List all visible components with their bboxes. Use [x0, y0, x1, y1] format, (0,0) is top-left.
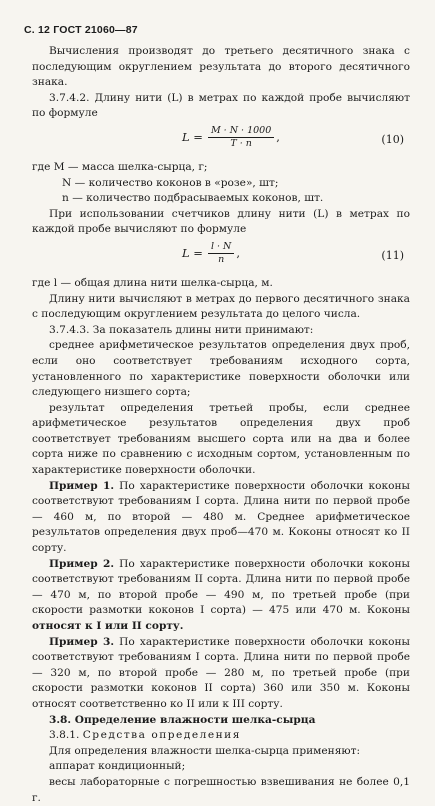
example-3 [32, 635, 410, 713]
formula-10 [32, 124, 410, 158]
formula-10-lhs: L = [182, 129, 203, 144]
formula-11-number: (11) [381, 248, 404, 262]
paragraph-3-7-4-2: 3.7.4.2. Длину нити (L) в метрах по каждой пробе вычисляют по формуле [32, 91, 410, 120]
formula-10-denominator: T · n [230, 137, 252, 149]
legend-11-length: где l — общая длина нити шелка-сырца, м. [32, 276, 273, 289]
formula-11-comma: , [236, 245, 241, 260]
formula-10-numerator: M · N · 1000 [208, 125, 274, 138]
paragraph-3-7-4-3: 3.7.4.3. За показатель длины нити принимают: [49, 323, 314, 336]
formula-11-denominator: n [218, 253, 225, 265]
section-3-8-1-title: Средства определения [82, 729, 241, 742]
paragraph-counters: При использовании счетчиков длину нити (L) в метрах по каждой пробе вычисляют по формуле [32, 207, 410, 236]
example-2-conclusion: относят к I или II сорту. [32, 620, 184, 632]
paragraph-calc-precision: Вычисления производят до третьего десятичного знака с последующим округлением результата до второго десятичного знака. [32, 45, 410, 89]
formula-10-comma: , [276, 129, 280, 144]
formula-10-number: (10) [381, 132, 404, 146]
example-3-text: По характеристике поверхности оболочки коконы соответствуют требованиям I сорта. Длина нити по первой пробе — 320 м, по второй пробе — 280 м, по третьей пробе (при скорости размотки коконов II сорта) 360 или 350 м. Коконы относят соответственно ко II или к III сорту. [32, 635, 410, 710]
list-item-laboratory-scales: весы лабораторные с погрешностью взвешивания не более 0,1 г. [32, 775, 410, 804]
legend-10-mass: где M — масса шелка-сырца, г; [32, 160, 208, 173]
paragraph-mean-two: среднее арифметическое результатов определения двух проб, если оно соответствует требованиям исходного сорта, установленного по характеристике поверхности оболочки или следующего низшего сорта; [32, 339, 410, 399]
example-2-label: Пример 2. [49, 557, 115, 570]
example-1-label: Пример 1. [49, 479, 115, 492]
legend-10-cocoons-rose: N — количество коконов в «розе», шт; [62, 176, 279, 189]
section-3-8-1-number: 3.8.1. [49, 729, 83, 742]
example-1-text: По характеристике поверхности оболочки коконы соответствуют требованиям I сорта. Длина нити по первой пробе — 460 м, по второй — 480 м. Среднее арифметическое результатов определения двух проб—470 м. Коконы относят ко II сорту. [32, 479, 410, 555]
example-3-label: Пример 3. [49, 635, 115, 648]
section-3-8-heading: 3.8. Определение влажности шелка-сырца [49, 713, 316, 726]
formula-11 [32, 240, 410, 274]
document-body [32, 44, 410, 806]
legend-10-cocoons-thrown: n — количество подбрасываемых коконов, шт. [62, 192, 324, 205]
section-3-8-1-heading [32, 728, 410, 744]
example-2-text: По характеристике поверхности оболочки коконы соответствуют требованиям II сорта. Длина нити по первой пробе — 470 м, по второй пробе — 490 м, по третьей пробе (при скорости размотки коконов I сорта) — 475 или 470 м. Коконы [32, 557, 410, 617]
example-2 [32, 557, 410, 635]
formula-11-lhs: L = [182, 245, 203, 260]
paragraph-third-sample: результат определения третьей пробы, если среднее арифметическое результатов определения двух проб соответствует требованиям высшего сорта или на два и более сорта ниже по сравнению с исходным сортом, установленным по характеристике поверхности оболочки. [32, 401, 410, 477]
page-header: С. 12 ГОСТ 21060—87 [24, 24, 138, 36]
paragraph-moisture-tools: Для определения влажности шелка-сырца применяют: [49, 744, 361, 757]
formula-11-numerator: l · N [208, 241, 234, 254]
example-1 [32, 479, 410, 557]
paragraph-rounding: Длину нити вычисляют в метрах до первого десятичного знака с последующим округлением результата до целого числа. [32, 292, 410, 321]
list-item-conditioning-apparatus: аппарат кондиционный; [49, 760, 186, 773]
